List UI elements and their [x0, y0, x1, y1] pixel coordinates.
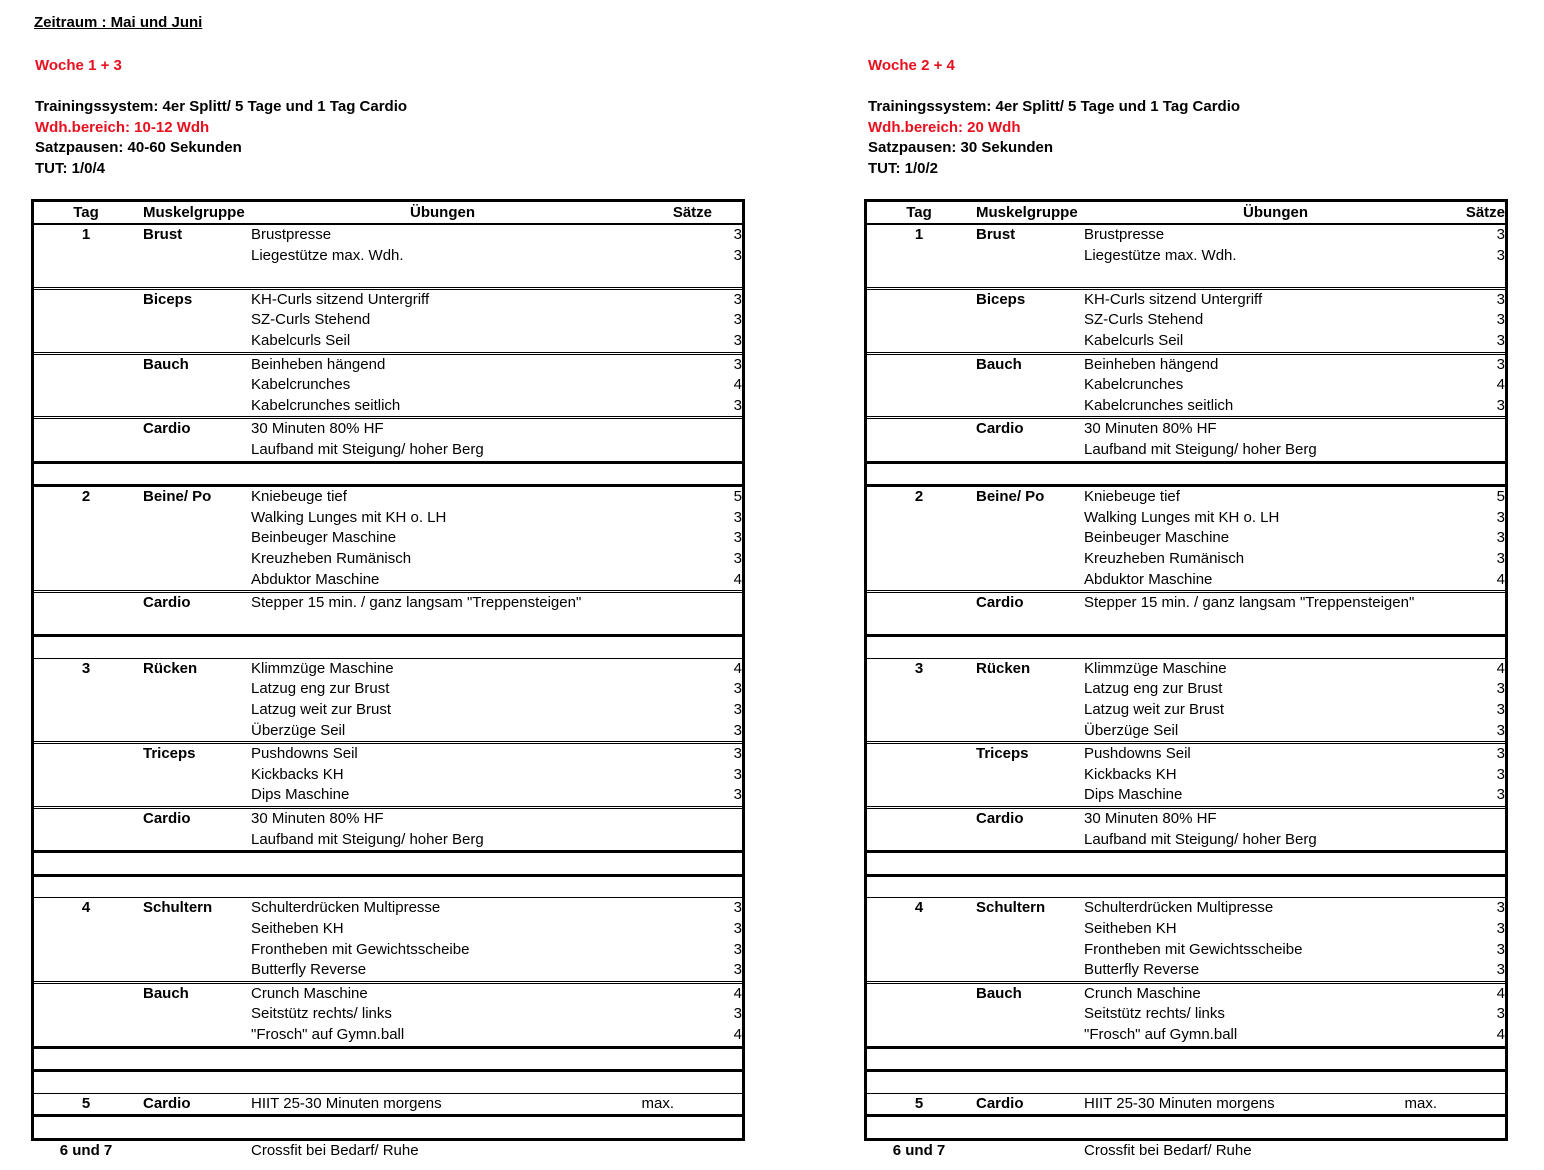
uebung-cell: Kniebeuge tief — [1084, 488, 1180, 506]
saetze-cell: 3 — [1496, 226, 1505, 243]
table-row — [867, 419, 1505, 440]
uebung-cell: Überzüge Seil — [251, 721, 346, 739]
uebung-cell: Brustpresse — [251, 226, 332, 243]
spacer-row — [34, 1049, 742, 1070]
table-row — [867, 809, 1505, 830]
table-row — [867, 1141, 1505, 1162]
uebung-cell: Schulterdrücken Multipresse — [1084, 899, 1274, 917]
muskelgruppe-cell: Beine/ Po — [143, 488, 212, 506]
muskelgruppe-cell: Cardio — [976, 810, 1024, 828]
muskelgruppe-cell: Bauch — [976, 355, 1022, 373]
satzpausen: Satzpausen: 30 Sekunden — [868, 139, 1054, 157]
uebung-cell: Kickbacks KH — [1084, 765, 1177, 783]
uebung-cell: Beinbeuger Maschine — [251, 529, 397, 547]
spacer-row — [867, 637, 1505, 658]
table-row — [867, 984, 1505, 1005]
tag-cell: 4 — [81, 899, 91, 917]
uebung-cell: Brustpresse — [1084, 226, 1165, 243]
muskelgruppe-cell: Triceps — [976, 745, 1029, 763]
muskelgruppe-cell: Rücken — [143, 659, 198, 677]
table-row — [867, 310, 1505, 331]
uebung-cell: Kickbacks KH — [251, 765, 344, 783]
spacer-row — [867, 1117, 1505, 1138]
table-row — [867, 700, 1505, 721]
header-muskelgruppe: Muskelgruppe — [976, 204, 1078, 221]
uebung-cell: Frontheben mit Gewichtsscheibe — [1084, 940, 1303, 958]
saetze-cell: 5 — [1496, 488, 1505, 506]
uebung-cell: Laufband mit Steigung/ hoher Berg — [1084, 830, 1317, 848]
uebung-cell: Überzüge Seil — [1084, 721, 1179, 739]
zeitraum-title: Zeitraum : Mai und Juni — [34, 14, 203, 31]
uebung-cell: SZ-Curls Stehend — [1084, 311, 1204, 329]
saetze-cell: 3 — [733, 355, 742, 373]
muskelgruppe-cell: Bauch — [976, 984, 1022, 1002]
uebung-cell: Laufband mit Steigung/ hoher Berg — [251, 830, 484, 848]
saetze-cell: 3 — [1496, 529, 1505, 547]
saetze-cell: 3 — [733, 331, 742, 349]
table-row — [34, 785, 742, 806]
saetze-cell: 3 — [733, 680, 742, 698]
saetze-cell: 3 — [1496, 940, 1505, 958]
header-uebungen: Übungen — [1243, 204, 1308, 221]
table-row — [867, 593, 1505, 614]
tag-cell: 4 — [914, 899, 924, 917]
muskelgruppe-cell: Biceps — [976, 290, 1026, 308]
uebung-cell: Butterfly Reverse — [1084, 961, 1200, 979]
saetze-cell: 3 — [733, 940, 742, 958]
tag-cell: 3 — [81, 659, 91, 677]
table-row — [34, 940, 742, 961]
table-row — [34, 765, 742, 786]
saetze-cell: 3 — [1496, 899, 1505, 917]
table-row — [34, 721, 742, 742]
table-row — [34, 290, 742, 311]
table-row — [34, 960, 742, 981]
table-row — [867, 225, 1505, 246]
saetze-cell: 3 — [733, 529, 742, 547]
muskelgruppe-cell: Cardio — [976, 1094, 1024, 1112]
uebung-cell: Stepper 15 min. / ganz langsam "Treppensteigen" — [1084, 594, 1415, 612]
muskelgruppe-cell: Bauch — [143, 984, 189, 1002]
saetze-cell: 3 — [733, 899, 742, 917]
uebung-cell: Kabelcurls Seil — [1084, 331, 1184, 349]
woche-label: Woche 2 + 4 — [868, 57, 955, 74]
uebung-cell: Crunch Maschine — [251, 984, 368, 1002]
uebung-cell: Crossfit bei Bedarf/ Ruhe — [1084, 1141, 1252, 1159]
spacer-row — [867, 464, 1505, 485]
spacer-row — [34, 614, 742, 635]
muskelgruppe-cell: Cardio — [143, 810, 191, 828]
uebung-cell: Seitstütz rechts/ links — [251, 1005, 392, 1023]
table-row — [34, 396, 742, 417]
uebung-cell: HIIT 25-30 Minuten morgens — [1084, 1094, 1275, 1112]
table-row — [34, 246, 742, 267]
spacer-row — [34, 266, 742, 287]
spacer-row — [867, 1072, 1505, 1093]
saetze-cell: 3 — [1496, 331, 1505, 349]
saetze-cell: 3 — [1496, 396, 1505, 414]
table-row — [867, 1004, 1505, 1025]
spacer-row — [867, 877, 1505, 898]
saetze-cell: 5 — [733, 488, 742, 506]
tag-cell: 5 — [914, 1094, 924, 1112]
tag-cell: 6 und 7 — [892, 1141, 946, 1159]
tag-cell: 6 und 7 — [59, 1141, 113, 1159]
uebung-cell: Laufband mit Steigung/ hoher Berg — [251, 440, 484, 458]
saetze-cell: 3 — [1496, 246, 1505, 264]
uebung-cell: Latzug weit zur Brust — [251, 701, 392, 719]
saetze-cell: 3 — [733, 961, 742, 979]
spacer-row — [34, 637, 742, 658]
saetze-cell: 3 — [1496, 680, 1505, 698]
saetze-cell: 3 — [733, 246, 742, 264]
table-row — [867, 744, 1505, 765]
table-row — [34, 1094, 742, 1115]
table-row — [867, 396, 1505, 417]
spacer-row — [867, 614, 1505, 635]
saetze-cell: 3 — [733, 226, 742, 243]
table-row — [867, 1094, 1505, 1115]
saetze-cell: 4 — [1496, 984, 1505, 1002]
uebung-cell: Crossfit bei Bedarf/ Ruhe — [251, 1141, 419, 1159]
uebung-cell: Latzug eng zur Brust — [1084, 680, 1223, 698]
training-table-left — [31, 199, 745, 1159]
table-row — [867, 940, 1505, 961]
uebung-cell: Kabelcurls Seil — [251, 331, 351, 349]
saetze-cell: 4 — [1496, 1025, 1505, 1043]
spacer-row — [34, 853, 742, 874]
saetze-cell: 4 — [1496, 376, 1505, 394]
table-row — [867, 679, 1505, 700]
table-row — [867, 508, 1505, 529]
spacer-row — [34, 877, 742, 898]
saetze-cell: 3 — [1496, 1005, 1505, 1023]
muskelgruppe-cell: Brust — [976, 226, 1016, 243]
uebung-cell: Frontheben mit Gewichtsscheibe — [251, 940, 470, 958]
uebung-cell: Abduktor Maschine — [1084, 570, 1213, 588]
table-row — [867, 528, 1505, 549]
muskelgruppe-cell: Schultern — [976, 899, 1046, 917]
table-row — [34, 984, 742, 1005]
uebung-cell: Latzug weit zur Brust — [1084, 701, 1225, 719]
saetze-cell: 4 — [733, 984, 742, 1002]
table-row — [34, 225, 742, 246]
trainingssystem: Trainingssystem: 4er Splitt/ 5 Tage und 1 Tag Cardio — [868, 98, 1241, 116]
saetze-cell: 3 — [733, 290, 742, 308]
uebung-cell: Kabelcrunches — [1084, 376, 1184, 394]
table-header — [34, 202, 742, 225]
muskelgruppe-cell: Cardio — [976, 594, 1024, 612]
table-header — [867, 202, 1505, 225]
saetze-cell: max. — [1404, 1094, 1437, 1112]
saetze-cell: 3 — [733, 920, 742, 937]
muskelgruppe-cell: Schultern — [143, 899, 213, 917]
table-row — [34, 419, 742, 440]
header-tag: Tag — [73, 204, 99, 221]
uebung-cell: Walking Lunges mit KH o. LH — [1084, 508, 1280, 526]
saetze-cell: 3 — [1496, 920, 1505, 937]
saetze-cell: 3 — [1496, 721, 1505, 739]
wdh-bereich: Wdh.bereich: 20 Wdh — [868, 118, 1021, 136]
wdh-bereich: Wdh.bereich: 10-12 Wdh — [35, 118, 210, 136]
uebung-cell: HIIT 25-30 Minuten morgens — [251, 1094, 442, 1112]
saetze-cell: 3 — [733, 549, 742, 567]
tag-cell: 1 — [81, 226, 91, 243]
tag-cell: 5 — [81, 1094, 91, 1112]
tag-cell: 2 — [914, 488, 924, 506]
uebung-cell: Kreuzheben Rumänisch — [251, 549, 412, 567]
muskelgruppe-cell: Brust — [143, 226, 183, 243]
spacer-row — [867, 853, 1505, 874]
uebung-cell: Liegestütze max. Wdh. — [1084, 246, 1237, 264]
table-row — [867, 898, 1505, 919]
uebung-cell: Liegestütze max. Wdh. — [251, 246, 404, 264]
muskelgruppe-cell: Cardio — [143, 420, 191, 438]
table-row — [34, 375, 742, 396]
table-row — [867, 765, 1505, 786]
uebung-cell: Klimmzüge Maschine — [1084, 659, 1227, 677]
table-row — [867, 549, 1505, 570]
table-row — [34, 487, 742, 508]
table-row — [34, 508, 742, 529]
table-row — [34, 310, 742, 331]
spacer-row — [34, 1117, 742, 1138]
table-row — [867, 721, 1505, 742]
uebung-cell: Stepper 15 min. / ganz langsam "Treppensteigen" — [251, 594, 582, 612]
table-row — [34, 919, 742, 940]
table-row — [34, 830, 742, 851]
saetze-cell: 4 — [733, 659, 742, 677]
table-row — [34, 700, 742, 721]
uebung-cell: Laufband mit Steigung/ hoher Berg — [1084, 440, 1317, 458]
saetze-cell: 4 — [733, 570, 742, 588]
uebung-cell: Kniebeuge tief — [251, 488, 347, 506]
saetze-cell: 3 — [733, 745, 742, 763]
spacer-row — [34, 464, 742, 485]
saetze-cell: 4 — [1496, 659, 1505, 677]
saetze-cell: 3 — [1496, 701, 1505, 719]
table-row — [867, 919, 1505, 940]
training-table-right — [864, 199, 1508, 1159]
saetze-cell: 4 — [733, 1025, 742, 1043]
header-tag: Tag — [906, 204, 932, 221]
uebung-cell: 30 Minuten 80% HF — [251, 420, 384, 438]
satzpausen: Satzpausen: 40-60 Sekunden — [35, 139, 242, 157]
table-row — [34, 1141, 742, 1162]
table-row — [34, 355, 742, 376]
table-row — [34, 1004, 742, 1025]
uebung-cell: Seitheben KH — [251, 920, 344, 937]
muskelgruppe-cell: Bauch — [143, 355, 189, 373]
table-row — [34, 528, 742, 549]
saetze-cell: 3 — [733, 508, 742, 526]
muskelgruppe-cell: Cardio — [143, 594, 191, 612]
saetze-cell: 3 — [733, 1005, 742, 1023]
spacer-row — [34, 1072, 742, 1093]
tut: TUT: 1/0/2 — [868, 159, 939, 177]
trainingssystem: Trainingssystem: 4er Splitt/ 5 Tage und 1 Tag Cardio — [35, 98, 408, 116]
uebung-cell: KH-Curls sitzend Untergriff — [1084, 290, 1263, 308]
uebung-cell: "Frosch" auf Gymn.ball — [251, 1025, 405, 1043]
uebung-cell: Kabelcrunches — [251, 376, 351, 394]
table-row — [867, 960, 1505, 981]
uebung-cell: Dips Maschine — [251, 786, 350, 804]
uebung-cell: Beinheben hängend — [1084, 355, 1219, 373]
table-row — [34, 1025, 742, 1046]
muskelgruppe-cell: Triceps — [143, 745, 196, 763]
table-row — [34, 679, 742, 700]
spacer-row — [867, 1049, 1505, 1070]
uebung-cell: Kreuzheben Rumänisch — [1084, 549, 1245, 567]
table-row — [34, 570, 742, 591]
table-row — [867, 246, 1505, 267]
tag-cell: 2 — [81, 488, 91, 506]
header-muskelgruppe: Muskelgruppe — [143, 204, 245, 221]
table-row — [867, 440, 1505, 461]
saetze-cell: max. — [641, 1094, 674, 1112]
uebung-cell: SZ-Curls Stehend — [251, 311, 371, 329]
table-row — [867, 830, 1505, 851]
tut: TUT: 1/0/4 — [35, 159, 106, 177]
uebung-cell: Walking Lunges mit KH o. LH — [251, 508, 447, 526]
tag-cell: 1 — [914, 226, 924, 243]
uebung-cell: Latzug eng zur Brust — [251, 680, 390, 698]
table-row — [34, 331, 742, 352]
plan-info-left — [35, 56, 407, 180]
muskelgruppe-cell: Cardio — [143, 1094, 191, 1112]
table-row — [867, 570, 1505, 591]
uebung-cell: Beinbeuger Maschine — [1084, 529, 1230, 547]
saetze-cell: 3 — [1496, 745, 1505, 763]
uebung-cell: Klimmzüge Maschine — [251, 659, 394, 677]
saetze-cell: 3 — [1496, 549, 1505, 567]
saetze-cell: 3 — [1496, 311, 1505, 329]
header-saetze: Sätze — [1465, 204, 1505, 221]
uebung-cell: 30 Minuten 80% HF — [1084, 810, 1217, 828]
table-row — [867, 331, 1505, 352]
table-row — [34, 744, 742, 765]
uebung-cell: 30 Minuten 80% HF — [1084, 420, 1217, 438]
saetze-cell: 3 — [1496, 786, 1505, 804]
saetze-cell: 3 — [733, 765, 742, 783]
uebung-cell: 30 Minuten 80% HF — [251, 810, 384, 828]
table-row — [34, 659, 742, 680]
saetze-cell: 4 — [1496, 570, 1505, 588]
table-row — [34, 898, 742, 919]
header-uebungen: Übungen — [410, 204, 475, 221]
uebung-cell: Kabelcrunches seitlich — [251, 396, 401, 414]
saetze-cell: 3 — [1496, 508, 1505, 526]
uebung-cell: Kabelcrunches seitlich — [1084, 396, 1234, 414]
saetze-cell: 3 — [1496, 290, 1505, 308]
table-row — [867, 355, 1505, 376]
table-row — [867, 290, 1505, 311]
uebung-cell: "Frosch" auf Gymn.ball — [1084, 1025, 1238, 1043]
uebung-cell: Butterfly Reverse — [251, 961, 367, 979]
tag-cell: 3 — [914, 659, 924, 677]
table-row — [867, 659, 1505, 680]
table-row — [34, 593, 742, 614]
muskelgruppe-cell: Biceps — [143, 290, 193, 308]
saetze-cell: 3 — [733, 311, 742, 329]
table-row — [867, 487, 1505, 508]
table-row — [867, 785, 1505, 806]
muskelgruppe-cell: Cardio — [976, 420, 1024, 438]
saetze-cell: 3 — [733, 396, 742, 414]
uebung-cell: Pushdowns Seil — [251, 745, 358, 763]
saetze-cell: 3 — [1496, 355, 1505, 373]
plan-info-right — [868, 56, 1240, 180]
woche-label: Woche 1 + 3 — [35, 57, 122, 74]
table-row — [867, 375, 1505, 396]
table-row — [34, 440, 742, 461]
saetze-cell: 3 — [733, 701, 742, 719]
uebung-cell: Beinheben hängend — [251, 355, 386, 373]
saetze-cell: 3 — [1496, 961, 1505, 979]
muskelgruppe-cell: Beine/ Po — [976, 488, 1045, 506]
table-row — [34, 809, 742, 830]
saetze-cell: 4 — [733, 376, 742, 394]
saetze-cell: 3 — [733, 721, 742, 739]
table-row — [34, 549, 742, 570]
uebung-cell: Pushdowns Seil — [1084, 745, 1191, 763]
uebung-cell: Schulterdrücken Multipresse — [251, 899, 441, 917]
uebung-cell: KH-Curls sitzend Untergriff — [251, 290, 430, 308]
header-saetze: Sätze — [672, 204, 712, 221]
uebung-cell: Abduktor Maschine — [251, 570, 380, 588]
saetze-cell: 3 — [733, 786, 742, 804]
uebung-cell: Crunch Maschine — [1084, 984, 1201, 1002]
uebung-cell: Seitheben KH — [1084, 920, 1177, 937]
table-row — [867, 1025, 1505, 1046]
saetze-cell: 3 — [1496, 765, 1505, 783]
muskelgruppe-cell: Rücken — [976, 659, 1031, 677]
uebung-cell: Dips Maschine — [1084, 786, 1183, 804]
uebung-cell: Seitstütz rechts/ links — [1084, 1005, 1225, 1023]
spacer-row — [867, 266, 1505, 287]
